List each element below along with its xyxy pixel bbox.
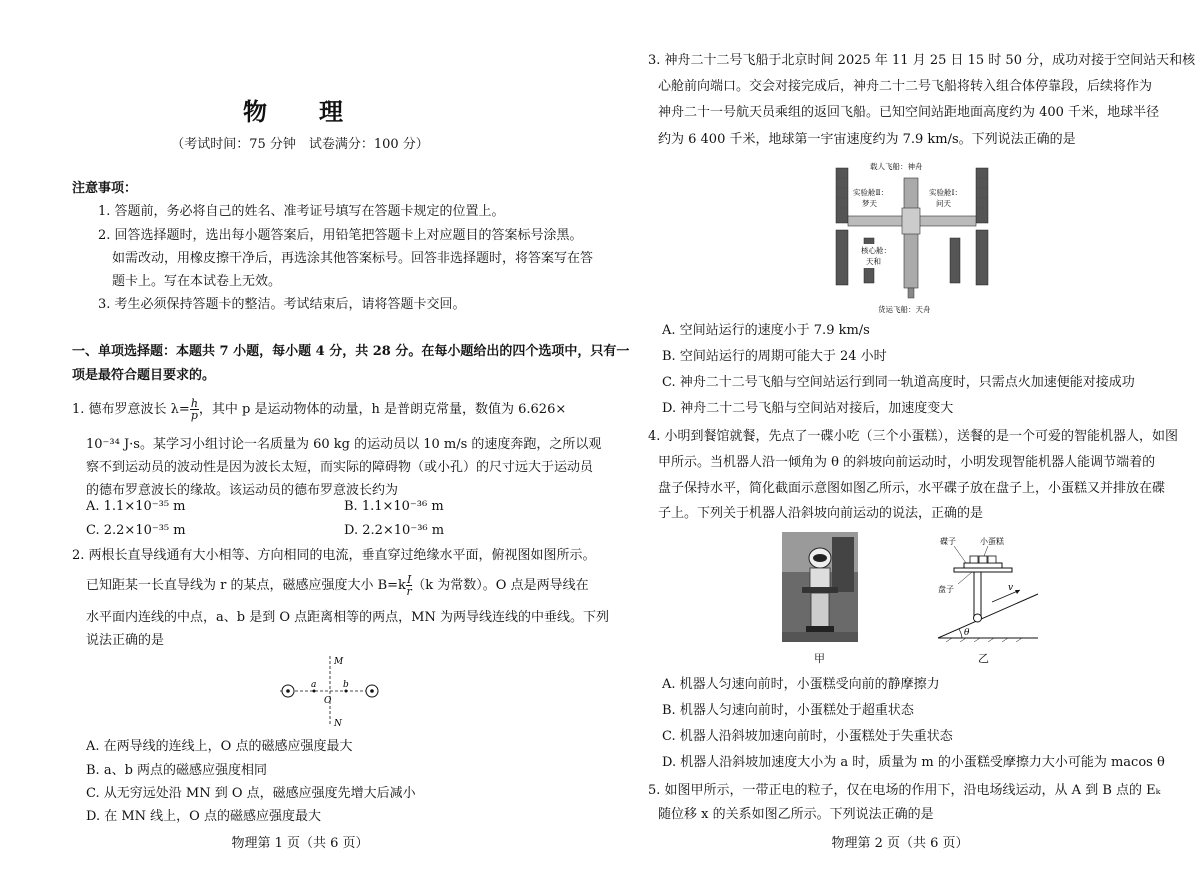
label-tianzhou: 货运飞船：天舟 <box>878 305 931 314</box>
label-o: O <box>324 696 332 706</box>
q2-line: 水平面内连线的中点，a、b 是到 O 点距离相等的两点，MN 为两导线连线的中垂线。下列 <box>86 610 609 625</box>
svg-text:问天: 问天 <box>936 199 951 208</box>
q4-option-b: B. 机器人匀速向前时，小蛋糕处于超重状态 <box>662 703 914 718</box>
label-plate: 碟子 <box>940 537 956 546</box>
q4-line: 子上。下列关于机器人沿斜坡向前运动的说法，正确的是 <box>658 506 984 521</box>
label-m: M <box>334 657 344 667</box>
q2-option-b: B. a、b 两点的磁感应强度相同 <box>86 763 268 778</box>
robot-photo <box>782 532 858 642</box>
fraction: $\frac{I}{r}$ <box>406 573 412 598</box>
q4-option-d: D. 机器人沿斜坡加速度大小为 a 时，质量为 m 的小蛋糕受摩擦力大小可能为 macos θ <box>662 755 1165 770</box>
section-heading: 项是最符合题目要求的。 <box>72 368 216 383</box>
page-footer: 物理第 2 页（共 6 页） <box>831 836 969 851</box>
q3-option-c: C. 神舟二十二号飞船与空间站运行到同一轨道高度时，只需点火加速便能对接成功 <box>662 375 1135 390</box>
fig-jia-caption: 甲 <box>814 652 825 665</box>
label-a: a <box>311 680 317 690</box>
label-tianhe: 核心舱： <box>861 246 891 255</box>
space-station-figure <box>832 158 992 316</box>
q4-line: 4. 小明到餐馆就餐，先点了一碟小吃（三个小蛋糕），送餐的是一个可爱的智能机器人，如图 <box>648 429 1179 444</box>
q4-line: 甲所示。当机器人沿一倾角为 θ 的斜坡向前运动时，小明发现智能机器人能调节端着的 <box>658 455 1156 470</box>
incline-diagram <box>932 532 1044 642</box>
label-b: b <box>343 680 349 690</box>
label-wentian: 实验舱Ⅰ： <box>929 188 962 197</box>
q3-line: 心舱前向端口。交会对接完成后，神舟二十二号飞船将转入组合体停靠段，后续将作为 <box>658 79 1153 94</box>
q2-line: 已知距某一长直导线为 r 的某点，磁感应强度大小 B=k $\frac{I}{r}$ （k 为常数）。O 点是两导线在 <box>86 573 589 598</box>
page-title: 物 理 <box>243 97 357 126</box>
q1-line: 10⁻³⁴ J·s。某学习小组讨论一名质量为 60 kg 的运动员以 10 m/s 的速度奔跑，之所以观 <box>86 437 602 452</box>
q5-line: 随位移 x 的关系如图乙所示。下列说法正确的是 <box>658 807 934 822</box>
right-page <box>600 0 1200 878</box>
page-footer: 物理第 1 页（共 6 页） <box>231 836 369 851</box>
q2-option-c: C. 从无穷远处沿 MN 到 O 点，磁感应强度先增大后减小 <box>86 786 416 801</box>
label-shenzhou: 载人飞船：神舟 <box>870 162 923 171</box>
q2-option-d: D. 在 MN 线上，O 点的磁感应强度最大 <box>86 809 321 824</box>
q1-line: 的德布罗意波长的缘故。该运动员的德布罗意波长约为 <box>86 483 399 498</box>
fig-yi-caption: 乙 <box>978 652 989 665</box>
exam-info: （考试时间：75 分钟 试卷满分：100 分） <box>171 137 429 152</box>
q1-line: 察不到运动员的波动性是因为波长太短，而实际的障碍物（或小孔）的尺寸远大于运动员 <box>86 460 594 475</box>
q1-option-a: A. 1.1×10⁻³⁵ m <box>86 499 186 514</box>
fraction: $\frac{h}{p}$ <box>190 397 198 422</box>
label-v: v <box>1008 583 1014 593</box>
label-mengtian: 实验舱Ⅱ： <box>853 188 889 197</box>
q3-line: 神舟二十一号航天员乘组的返回飞船。已知空间站距地面高度约为 400 千米，地球半径 <box>658 105 1160 120</box>
q2-option-a: A. 在两导线的连线上，O 点的磁感应强度最大 <box>86 739 353 754</box>
svg-text:梦天: 梦天 <box>862 199 877 208</box>
q1-line: 1. 德布罗意波长 λ= $\frac{h}{p}$ ，其中 p 是运动物体的动量，h 是普朗克常量，数值为 6.626× <box>72 397 567 422</box>
q2-line: 说法正确的是 <box>86 633 165 648</box>
q3-line: 3. 神舟二十二号飞船于北京时间 2025 年 11 月 25 日 15 时 50 分，成功对接于空间站天和核 <box>648 53 1196 68</box>
label-tray: 盘子 <box>938 585 954 594</box>
label-theta: θ <box>964 628 970 638</box>
section-heading: 一、单项选择题：本题共 7 小题，每小题 4 分，共 28 分。在每小题给出的四个选项中，只有一 <box>72 344 630 359</box>
notice-heading: 注意事项： <box>72 181 138 196</box>
q3-option-a: A. 空间站运行的速度小于 7.9 km/s <box>662 323 870 338</box>
wires-figure <box>270 652 390 732</box>
q3-line: 约为 6 400 千米，地球第一宇宙速度约为 7.9 km/s。下列说法正确的是 <box>658 132 1076 147</box>
label-n: N <box>334 719 342 729</box>
notice-item: 3. 考生必须保持答题卡的整洁。考试结束后，请将答题卡交回。 <box>98 297 466 312</box>
q4-option-c: C. 机器人沿斜坡加速向前时，小蛋糕处于失重状态 <box>662 729 953 744</box>
q1-option-d: D. 2.2×10⁻³⁶ m <box>344 523 445 538</box>
q3-option-d: D. 神舟二十二号飞船与空间站对接后，加速度变大 <box>662 401 954 416</box>
label-cake: 小蛋糕 <box>980 537 1004 546</box>
q5-line: 5. 如图甲所示，一带正电的粒子，仅在电场的作用下，沿电场线运动，从 A 到 B 点的 Eₖ <box>648 783 1161 798</box>
notice-item: 如需改动，用橡皮擦干净后，再选涂其他答案标号。回答非选择题时，将答案写在答 <box>112 251 594 266</box>
q4-line: 盘子保持水平，简化截面示意图如图乙所示，水平碟子放在盘子上，小蛋糕又并排放在碟 <box>658 481 1166 496</box>
q1-option-c: C. 2.2×10⁻³⁵ m <box>86 523 186 538</box>
notice-item: 2. 回答选择题时，选出每小题答案后，用铅笔把答题卡上对应题目的答案标号涂黑。 <box>98 228 583 243</box>
q4-option-a: A. 机器人匀速向前时，小蛋糕受向前的静摩擦力 <box>662 677 940 692</box>
notice-item: 题卡上。写在本试卷上无效。 <box>112 274 282 289</box>
q2-line: 2. 两根长直导线通有大小相等、方向相同的电流，垂直穿过绝缘水平面，俯视图如图所示。 <box>72 548 596 563</box>
notice-item: 1. 答题前，务必将自己的姓名、准考证号填写在答题卡规定的位置上。 <box>98 204 505 219</box>
svg-text:天和: 天和 <box>866 257 881 266</box>
q1-option-b: B. 1.1×10⁻³⁶ m <box>344 499 444 514</box>
q3-option-b: B. 空间站运行的周期可能大于 24 小时 <box>662 349 887 364</box>
